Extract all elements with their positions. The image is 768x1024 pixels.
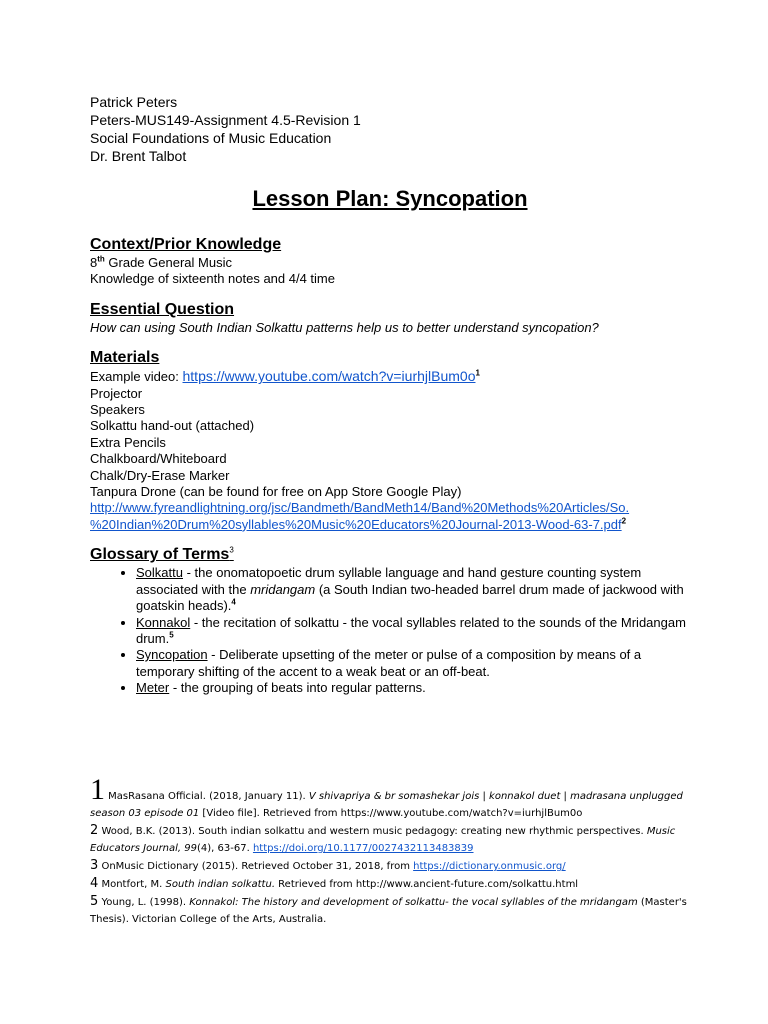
grade-suffix: th <box>97 254 105 264</box>
footnote-number: 3 <box>90 858 99 873</box>
glossary-item <box>136 647 690 680</box>
glossary-heading <box>90 545 690 565</box>
footnote-text-rest: [Video file]. Retrieved from https://www.youtube.com/watch?v=iurhjlBum0o <box>199 808 583 819</box>
footnote-ref-3[interactable]: 3 <box>229 545 234 555</box>
prior-knowledge: Knowledge of sixteenth notes and 4/4 time <box>90 271 335 287</box>
page-title: Lesson Plan: Syncopation <box>252 186 528 211</box>
footnote-3 <box>90 857 690 875</box>
glossary-term: Meter <box>136 680 170 696</box>
grade-number: 8 <box>90 255 98 270</box>
grade-line <box>90 255 690 271</box>
footnote-title: V shivapriya & br somashekar jois | konnakol duet | madrasana unplugged season 03 episode 01 <box>90 791 683 819</box>
glossary-list <box>90 565 690 696</box>
footnote-5 <box>90 893 690 928</box>
footnote-text: MasRasana Official. (2018, January 11). <box>105 791 309 802</box>
glossary-definition: - the onomatopoetic drum syllable language and hand gesture counting system associated with the <box>136 565 642 597</box>
footnote-text: Young, L. (1998). <box>98 897 190 908</box>
footnote-title: Music Educators Journal, 99 <box>90 826 676 854</box>
author-name: Patrick Peters <box>90 94 178 110</box>
example-video-link[interactable]: https://www.youtube.com/watch?v=iurhjlBum0o <box>182 368 476 385</box>
material-item: Tanpura Drone (can be found for free on App Store Google Play) <box>90 484 462 500</box>
article-link-line <box>90 500 690 533</box>
footnotes <box>90 773 690 928</box>
footnote-1 <box>90 773 690 822</box>
glossary-item <box>136 565 690 614</box>
instructor-name: Dr. Brent Talbot <box>90 148 187 164</box>
footnote-4 <box>90 875 690 893</box>
material-item: Solkattu hand-out (attached) <box>90 418 255 434</box>
essential-question: How can using South Indian Solkattu patterns help us to better understand syncopation? <box>90 319 599 335</box>
material-item: Chalkboard/Whiteboard <box>90 451 227 467</box>
footnote-title: South indian solkattu. <box>165 879 275 890</box>
essential-question-heading: Essential Question <box>90 300 235 318</box>
footnote-number: 4 <box>90 876 99 891</box>
document-body <box>90 93 690 697</box>
glossary-definition-italic: mridangam <box>250 581 316 597</box>
glossary-heading-text: Glossary of Terms <box>90 546 230 564</box>
footnote-dictionary-link[interactable]: https://dictionary.onmusic.org/ <box>413 861 566 872</box>
material-item: Speakers <box>90 402 145 418</box>
footnote-text: Montfort, M. <box>98 879 166 890</box>
course-name: Social Foundations of Music Education <box>90 130 332 146</box>
material-item: Projector <box>90 385 143 401</box>
footnote-ref-5[interactable]: 5 <box>169 630 174 640</box>
footnote-number: 5 <box>90 894 99 909</box>
footnote-2 <box>90 822 690 857</box>
article-link-part-2[interactable]: %20Indian%20Drum%20syllables%20Music%20Educators%20Journal-2013-Wood-63-7.pdf <box>90 516 622 532</box>
footnote-ref-1[interactable]: 1 <box>475 368 480 378</box>
glossary-definition-rest: (a South Indian two-headed barrel drum made of jackwood with goatskin heads). <box>136 581 684 614</box>
grade-text: Grade General Music <box>104 255 232 270</box>
footnote-text-rest: (4), 63-67. <box>197 843 253 854</box>
footnote-number: 1 <box>90 773 105 806</box>
materials-heading: Materials <box>90 349 160 367</box>
footnote-text: OnMusic Dictionary (2015). Retrieved October 31, 2018, from <box>98 861 414 872</box>
example-video-label: Example video: <box>90 369 183 385</box>
glossary-definition: - the recitation of solkattu - the vocal syllables related to the sounds of the Mridangam drum. <box>136 614 686 646</box>
footnote-doi-link[interactable]: https://doi.org/10.1177/0027432113483839 <box>252 843 474 854</box>
material-item: Extra Pencils <box>90 434 166 450</box>
glossary-term: Solkattu <box>136 565 183 581</box>
article-link[interactable] <box>90 500 629 531</box>
footnote-text-rest: Retrieved from http://www.ancient-future.com/solkattu.html <box>275 879 579 890</box>
glossary-item <box>136 615 690 648</box>
example-video-line <box>90 368 690 385</box>
footnote-number: 2 <box>90 823 99 838</box>
footnote-ref-4[interactable]: 4 <box>231 597 236 607</box>
footnote-text-rest: (Master's Thesis). Victorian College of the Arts, Australia. <box>90 897 687 925</box>
assignment-id: Peters-MUS149-Assignment 4.5-Revision 1 <box>90 112 361 128</box>
glossary-item <box>136 680 690 696</box>
glossary-term: Syncopation <box>136 647 208 663</box>
context-heading: Context/Prior Knowledge <box>90 236 282 253</box>
glossary-definition: - the grouping of beats into regular patterns. <box>169 680 426 696</box>
glossary-definition: - Deliberate upsetting of the meter or pulse of a composition by means of a temporary shifting of the accent to a weak beat or an off-beat. <box>136 647 642 679</box>
article-link-part-1[interactable]: http://www.fyreandlightning.org/jsc/Bandmeth/BandMeth14/Band%20Methods%20Articles/So. <box>90 500 630 516</box>
footnote-title: Konnakol: The history and development of solkattu- the vocal syllables of the mridangam <box>189 897 638 908</box>
footnote-ref-2[interactable]: 2 <box>621 516 627 526</box>
material-item: Chalk/Dry-Erase Marker <box>90 467 230 483</box>
glossary-term: Konnakol <box>136 614 191 630</box>
footnote-text: Wood, B.K. (2013). South indian solkattu and western music pedagogy: creating new rhythmic perspectives. <box>98 826 647 837</box>
